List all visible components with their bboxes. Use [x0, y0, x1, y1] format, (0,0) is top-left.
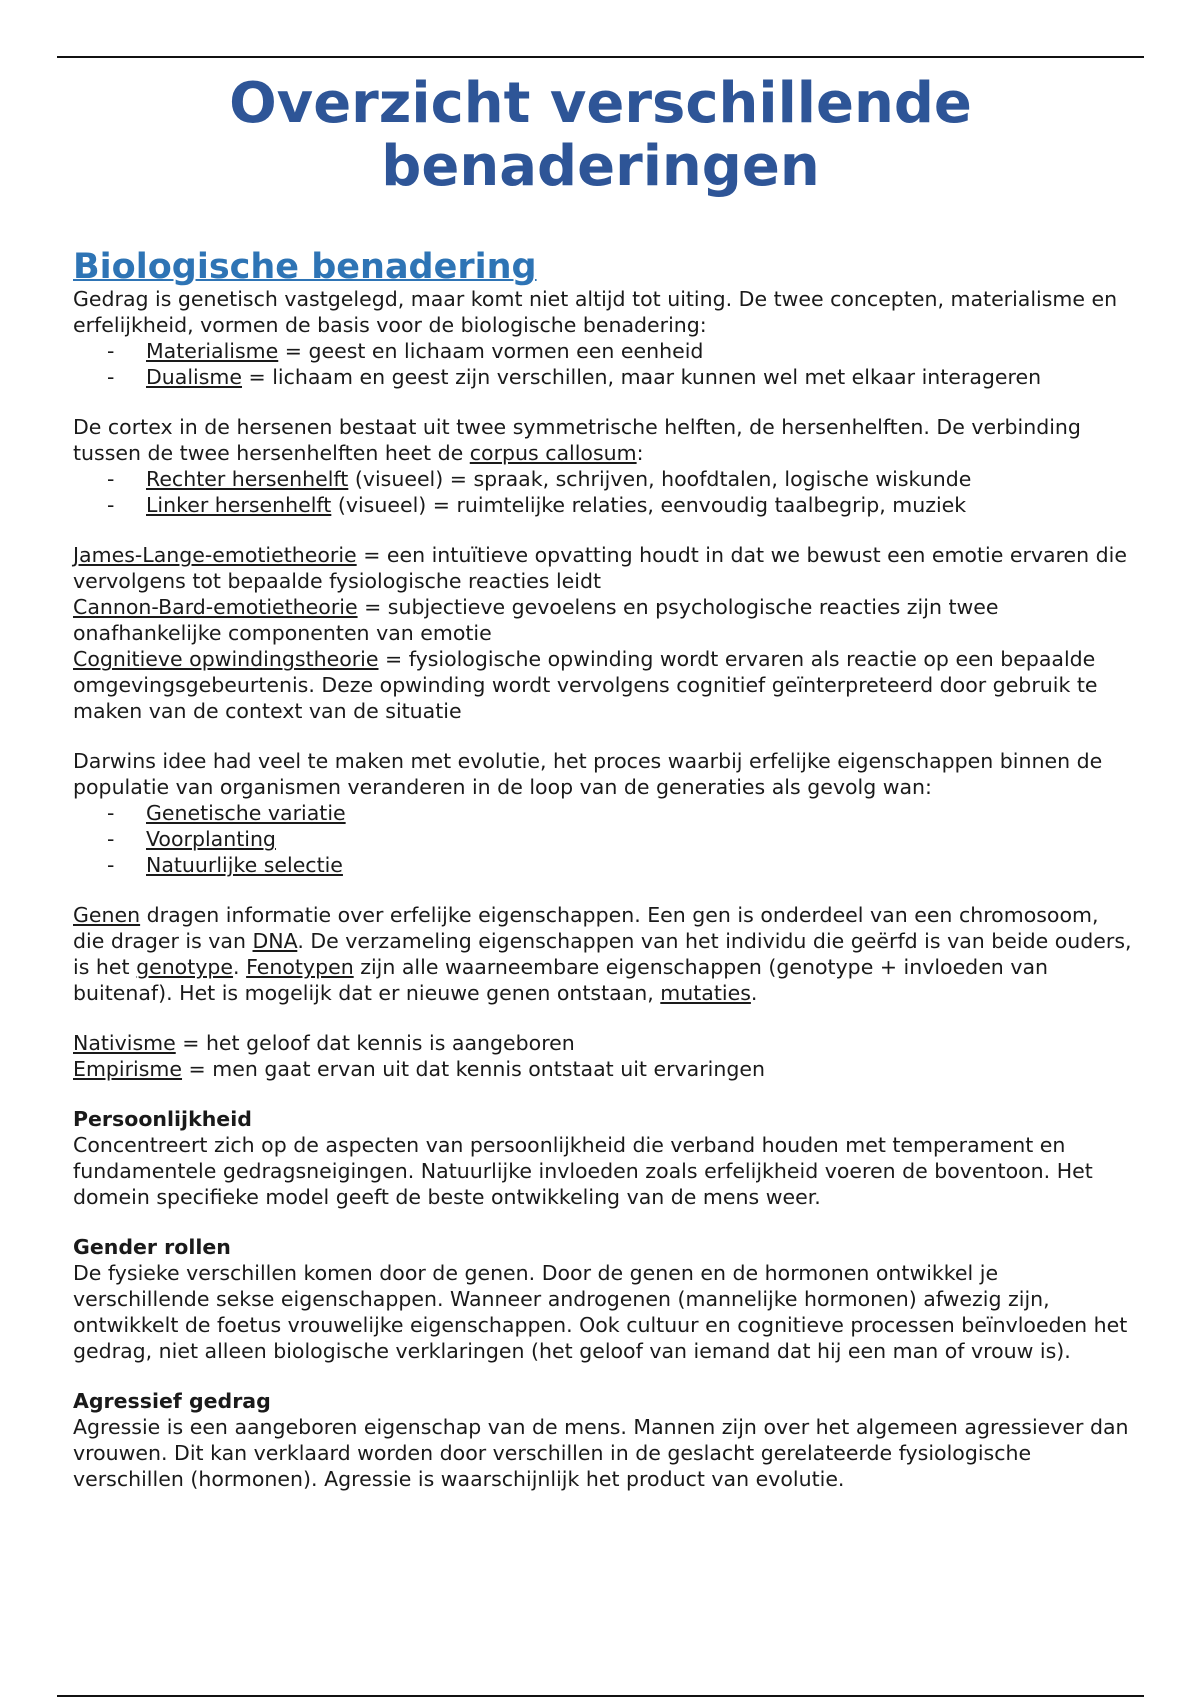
empirism-line: Empirisme = men gaat ervan uit dat kennis ontstaat uit ervaringen [73, 1057, 765, 1081]
genes-paragraph: Genen dragen informatie over erfelijke eigenschappen. Een gen is onderdeel van een chromosoom, die drager is van DNA. De verzameling eigenschappen van het individu die geërfd is van beide ouders, is het genotype. Fenotypen zijn alle waarneembare eigenschappen (genotype + invloeden van buitenaf). Het is mogelijk dat er nieuwe genen ontstaan, mutaties. [73, 903, 1132, 1005]
subsection-text: Agressie is een aangeboren eigenschap van de mens. Mannen zijn over het algemeen agressiever dan vrouwen. Dit kan verklaard worden door verschillen in de geslacht gerelateerde fysiologische verschillen (hormonen). Agressie is waarschijnlijk het product van evolutie. [73, 1415, 1129, 1491]
darwin-paragraph: Darwins idee had veel te maken met evolutie, het proces waarbij erfelijke eigenschappen binnen de populatie van organismen veranderen in de loop van de generaties als gevolg wan: [73, 749, 1103, 799]
list-item: - Voorplanting [107, 827, 276, 851]
title-line-1: Overzicht verschillende [229, 71, 972, 136]
bottom-rule [57, 1695, 1144, 1697]
list-item: - Natuurlijke selectie [107, 853, 343, 877]
theory-paragraph: James-Lange-emotietheorie = een intuïtieve opvatting houdt in dat we bewust een emotie ervaren die vervolgens tot bepaalde fysiologische reacties leidt [73, 543, 1127, 593]
subsection-heading: Persoonlijkheid [73, 1107, 252, 1131]
list-item: - Materialisme = geest en lichaam vormen een eenheid [107, 339, 704, 363]
list-item: - Rechter hersenhelft (visueel) = spraak, schrijven, hoofdtalen, logische wiskunde [107, 467, 972, 491]
nativism-line: Nativisme = het geloof dat kennis is aangeboren [73, 1031, 575, 1055]
cortex-paragraph: De cortex in de hersenen bestaat uit twee symmetrische helften, de hersenhelften. De verbinding tussen de twee hersenhelften heet de corpus callosum: [73, 415, 1081, 465]
evolution-list [73, 800, 1133, 878]
list-item: - Dualisme = lichaam en geest zijn verschillen, maar kunnen wel met elkaar interageren [107, 365, 1042, 389]
hemisphere-list [73, 466, 1133, 518]
theory-paragraph: Cannon-Bard-emotietheorie = subjectieve gevoelens en psychologische reacties zijn twee onafhankelijke componenten van emotie [73, 595, 999, 645]
document-body [73, 248, 1133, 1492]
intro-paragraph: Gedrag is genetisch vastgelegd, maar komt niet altijd tot uiting. De twee concepten, materialisme en erfelijkheid, vormen de basis voor de biologische benadering: [73, 287, 1118, 337]
subsection-text: Concentreert zich op de aspecten van persoonlijkheid die verband houden met temperament en fundamentele gedragsneigingen. Natuurlijke invloeden zoals erfelijkheid voeren de boventoon. Het domein specifieke model geeft de beste ontwikkeling van de mens weer. [73, 1133, 1093, 1209]
document-title [57, 72, 1144, 198]
subsection-text: De fysieke verschillen komen door de genen. Door de genen en de hormonen ontwikkel je verschillende sekse eigenschappen. Wanneer androgenen (mannelijke hormonen) afwezig zijn, ontwikkelt de foetus vrouwelijke eigenschappen. Ook cultuur en cognitieve processen beïnvloeden het gedrag, niet alleen biologische verklaringen (het geloof van iemand dat hij een man of vrouw is). [73, 1261, 1128, 1363]
subsection-heading: Gender rollen [73, 1235, 231, 1259]
top-rule [57, 56, 1144, 58]
list-item: - Genetische variatie [107, 801, 346, 825]
section-heading: Biologische benadering [73, 247, 537, 287]
theory-paragraph: Cognitieve opwindingstheorie = fysiologische opwinding wordt ervaren als reactie op een bepaalde omgevingsgebeurtenis. Deze opwinding wordt vervolgens cognitief geïnterpreteerd door gebruik te maken van de context van de situatie [73, 647, 1098, 723]
concept-list [73, 338, 1133, 390]
title-line-2: benaderingen [381, 134, 820, 199]
subsection-heading: Agressief gedrag [73, 1389, 271, 1413]
list-item: - Linker hersenhelft (visueel) = ruimtelijke relaties, eenvoudig taalbegrip, muziek [107, 493, 967, 517]
